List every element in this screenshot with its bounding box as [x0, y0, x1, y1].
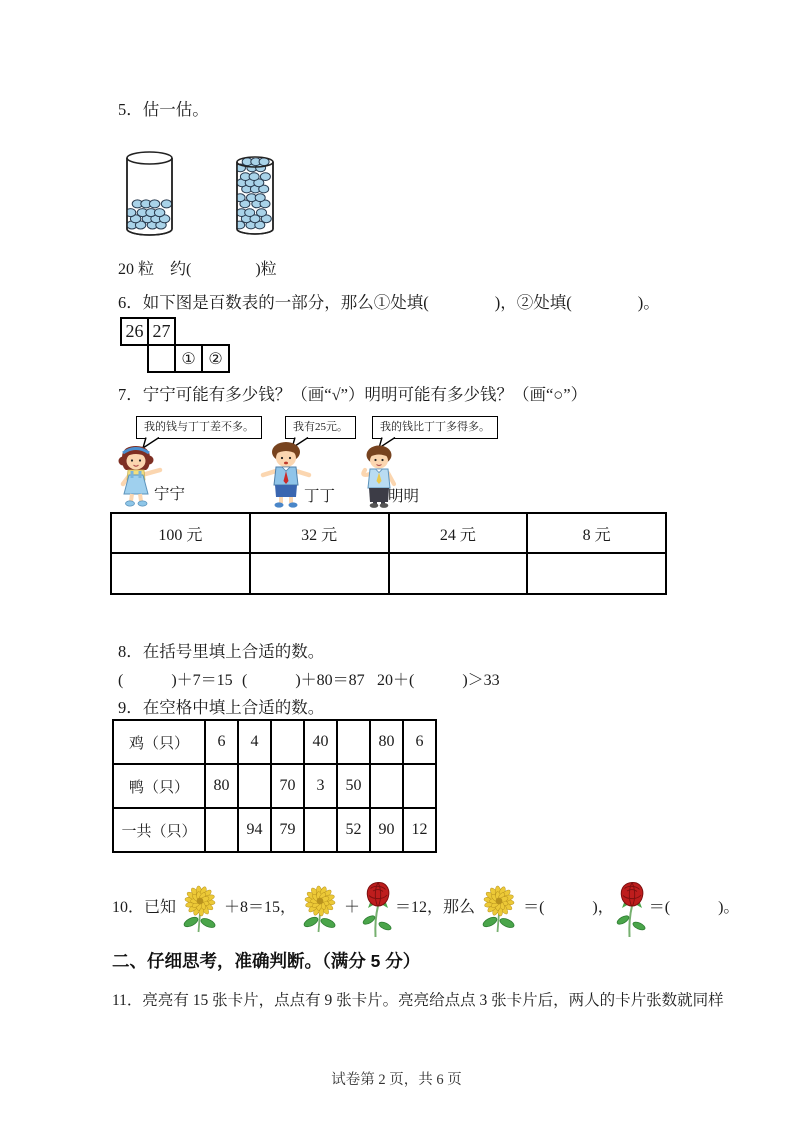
q9-cell — [304, 808, 337, 852]
amount-cell: 8 元 — [527, 513, 666, 553]
chicken-duck-table — [112, 719, 437, 853]
q5-answer-line: 20 粒 约( )粒 — [118, 261, 277, 278]
q9-cell: 80 — [370, 720, 403, 764]
speech-bubble-dingding — [285, 416, 356, 439]
amount-cell: 24 元 — [389, 513, 528, 553]
bubble-text: 我有25元。 — [293, 421, 348, 433]
bubble-text: 我的钱与丁丁差不多。 — [144, 421, 254, 433]
table-row — [113, 764, 436, 808]
q10-text: 10．已知 — [112, 898, 177, 916]
speech-bubble-mingming — [372, 416, 498, 439]
q9-cell: 6 — [403, 720, 436, 764]
table-row — [113, 808, 436, 852]
bead-jars-illustration — [115, 145, 295, 242]
q9-cell — [271, 720, 304, 764]
kid-name-mingming: 明明 — [388, 488, 420, 505]
rose-icon — [362, 880, 393, 939]
answer-cell — [527, 553, 666, 594]
q9-cell — [238, 764, 271, 808]
chrysanthemum-icon — [477, 885, 521, 933]
q9-cell: 40 — [304, 720, 337, 764]
q8-equation-3: 20＋( )＞33 — [377, 672, 500, 689]
money-choices-table — [110, 512, 667, 595]
q10-text: ＋ — [344, 898, 361, 916]
q9-cell: 90 — [370, 808, 403, 852]
q9-cell: 4 — [238, 720, 271, 764]
left-jar-rim — [127, 152, 172, 164]
q10-flower-equation — [112, 874, 739, 936]
q10-text: ＝12，那么 — [395, 898, 476, 916]
kid-name-dingding: 丁丁 — [304, 488, 336, 505]
q9-cell: 94 — [238, 808, 271, 852]
q11-text: 11．亮亮有 15 张卡片，点点有 9 张卡片。亮亮给点点 3 张卡片后，两人的卡片张数就同样 — [112, 992, 724, 1009]
row-label: 鸡（只） — [113, 720, 205, 764]
answer-cell — [389, 553, 528, 594]
grid-cell-circle2: ② — [201, 344, 230, 373]
q9-cell — [205, 808, 238, 852]
q8-title: 8．在括号里填上合适的数。 — [118, 642, 325, 661]
rose-icon — [616, 880, 647, 939]
chrysanthemum-icon — [298, 885, 342, 933]
q8-equation-2: ( )＋80＝87 — [242, 672, 365, 689]
page-footer: 试卷第 2 页，共 6 页 — [331, 1072, 462, 1088]
amount-cell: 100 元 — [111, 513, 250, 553]
q9-cell — [337, 720, 370, 764]
q7-title: 7．宁宁可能有多少钱？（画“√”）明明可能有多少钱？（画“○”） — [118, 385, 588, 404]
q9-cell: 3 — [304, 764, 337, 808]
q8-equation-1: ( )＋7＝15 — [118, 672, 233, 689]
grid-cell-empty — [147, 344, 176, 373]
q9-title: 9．在空格中填上合适的数。 — [118, 698, 325, 717]
q9-cell: 12 — [403, 808, 436, 852]
speech-bubble-ningning — [136, 416, 262, 439]
section-two-heading: 二、仔细思考，准确判断。（满分 5 分） — [112, 951, 421, 971]
q9-cell — [370, 764, 403, 808]
grid-cell-26: 26 — [120, 317, 149, 346]
q9-cell: 6 — [205, 720, 238, 764]
bubble-text: 我的钱比丁丁多得多。 — [380, 421, 490, 433]
chrysanthemum-icon — [178, 885, 222, 933]
hundred-chart-fragment — [120, 317, 232, 373]
grid-cell-circle1: ① — [174, 344, 203, 373]
q10-text: ＝( )， — [523, 898, 614, 916]
q5-title: 5．估一估。 — [118, 100, 209, 119]
q9-cell: 52 — [337, 808, 370, 852]
grid-cell-27: 27 — [147, 317, 176, 346]
q9-cell: 79 — [271, 808, 304, 852]
amount-cell: 32 元 — [250, 513, 389, 553]
q6-title: 6．如下图是百数表的一部分，那么①处填( )，②处填( )。 — [118, 293, 660, 312]
table-row — [113, 720, 436, 764]
q9-cell: 50 — [337, 764, 370, 808]
q10-text: ＝( )。 — [648, 898, 740, 916]
kids-scene — [110, 412, 692, 510]
answer-cell — [250, 553, 389, 594]
q9-cell: 80 — [205, 764, 238, 808]
q10-text: ＋8＝15， — [224, 898, 297, 916]
left-jar-beads — [125, 200, 171, 229]
kid-name-ningning: 宁宁 — [154, 486, 186, 503]
q9-cell: 70 — [271, 764, 304, 808]
answer-cell — [111, 553, 250, 594]
q9-cell — [403, 764, 436, 808]
row-label: 一共（只） — [113, 808, 205, 852]
row-label: 鸭（只） — [113, 764, 205, 808]
